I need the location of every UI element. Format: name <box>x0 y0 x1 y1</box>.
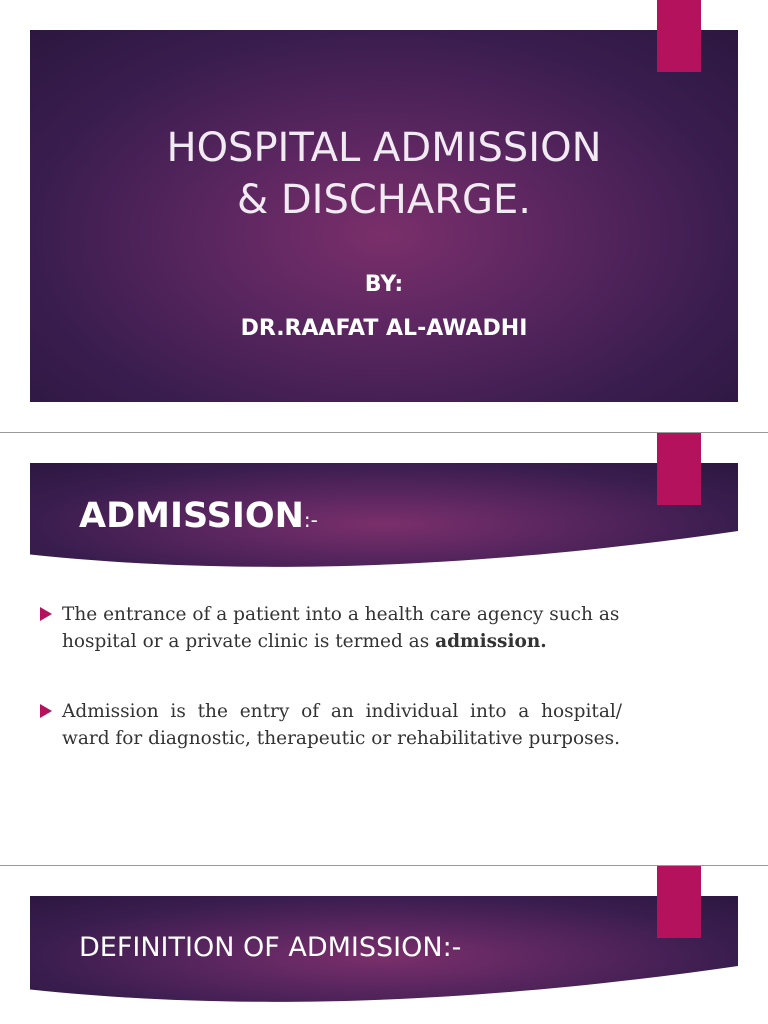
bullet-text-plain: The entrance of a patient into a health care agency such as hospital or a private clinic is termed as <box>62 604 620 652</box>
accent-tab <box>657 0 701 72</box>
by-label: BY: <box>364 272 404 297</box>
heading-suffix: :- <box>303 508 318 532</box>
bullet-text-bold: admission. <box>435 631 547 652</box>
presentation-title: HOSPITAL ADMISSION & DISCHARGE. <box>166 125 602 223</box>
accent-tab <box>657 433 701 505</box>
triangle-bullet-icon <box>40 704 52 718</box>
slide-title <box>0 0 768 432</box>
bullet-text <box>62 601 622 655</box>
author-name: DR.RAAFAT AL-AWADHI <box>240 316 528 341</box>
heading-main: ADMISSION <box>79 496 304 536</box>
bullet-text: Admission is the entry of an individual into a hospital/ ward for diagnostic, therapeutic or rehabilitative purposes. <box>62 701 622 749</box>
slide-definition <box>0 866 768 1024</box>
accent-tab <box>657 866 701 938</box>
triangle-bullet-icon <box>40 607 52 621</box>
slide-admission <box>0 433 768 865</box>
definition-heading: DEFINITION OF ADMISSION:- <box>79 932 462 963</box>
bullet-item <box>40 601 622 655</box>
admission-heading <box>79 496 318 536</box>
bullet-item <box>40 698 622 752</box>
banner-wave <box>0 958 768 1024</box>
